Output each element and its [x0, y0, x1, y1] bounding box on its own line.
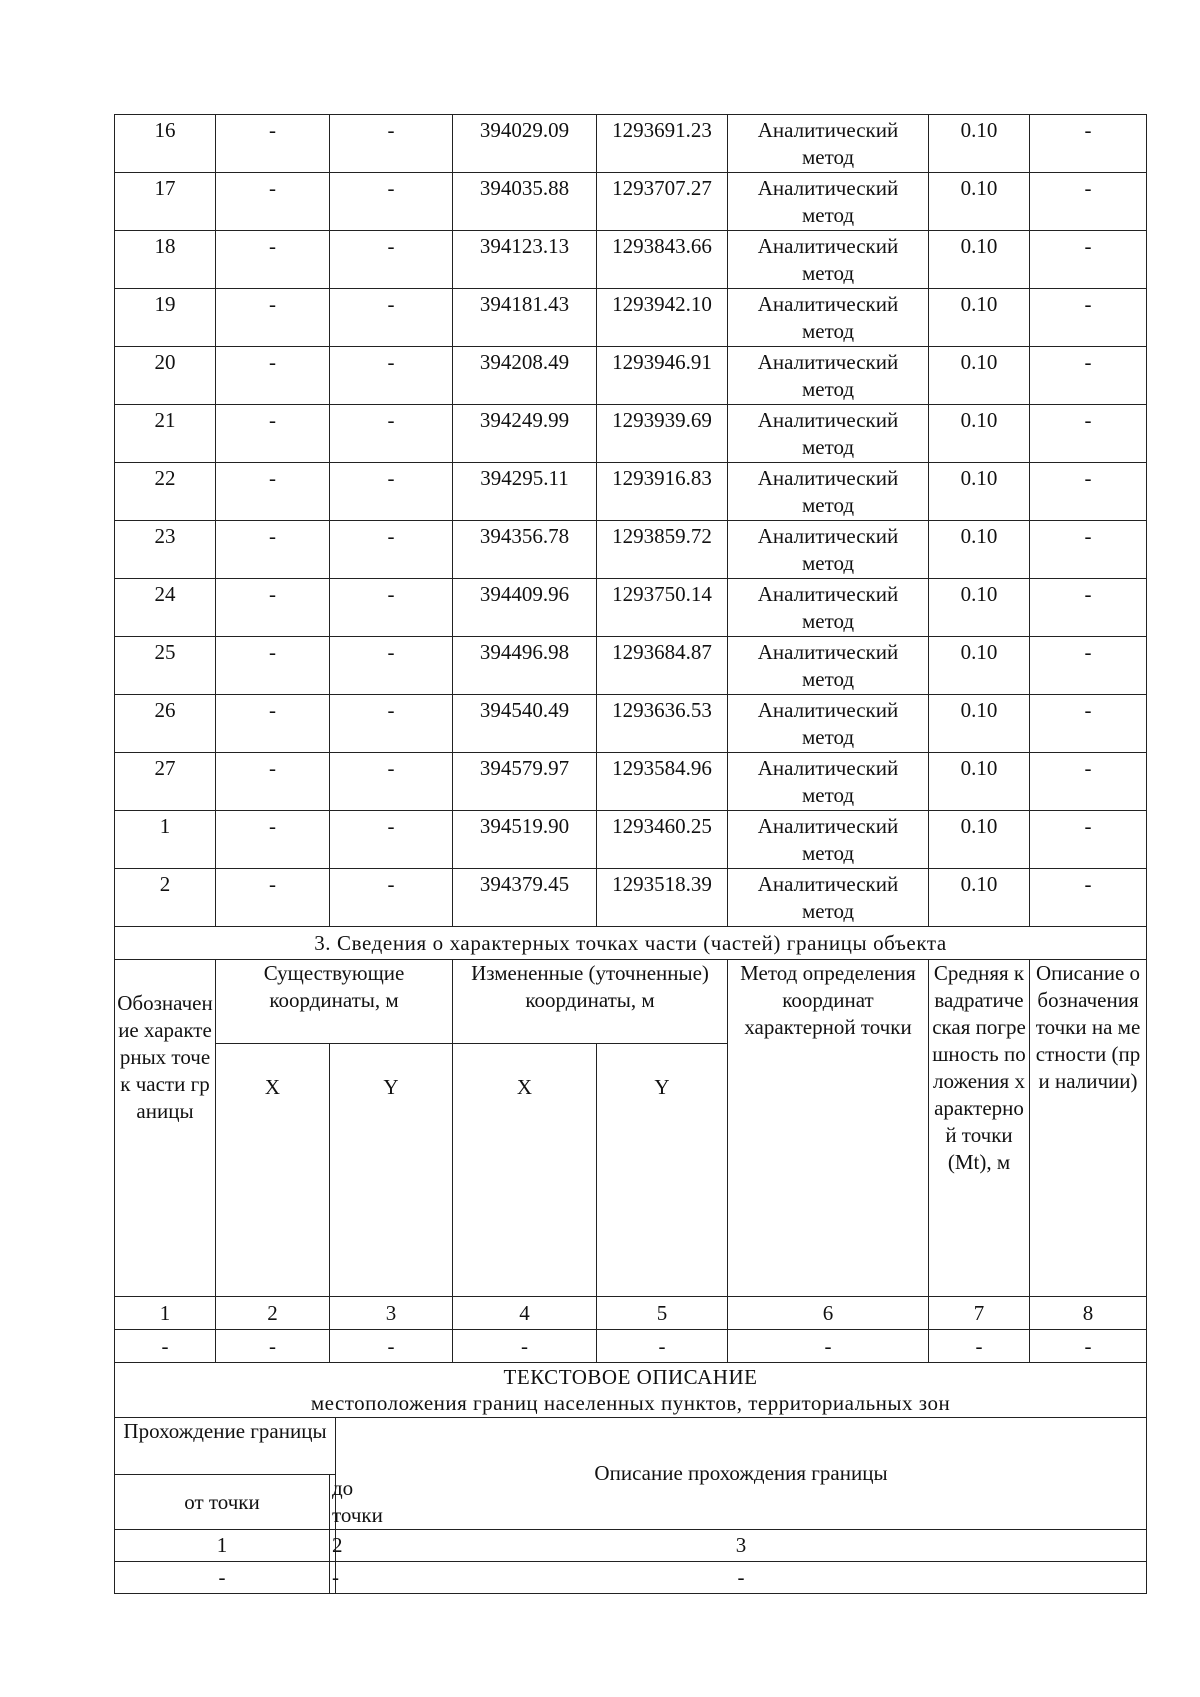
method-cell	[728, 637, 929, 695]
x-coordinate-cell: 394249.99	[453, 405, 597, 463]
passage-number: 2	[330, 1530, 336, 1562]
point-number-cell: 17	[115, 173, 216, 231]
method-cell	[728, 521, 929, 579]
method-cell	[728, 347, 929, 405]
y-coordinate-cell: 1293707.27	[597, 173, 728, 231]
method-line-1: Аналитический	[757, 582, 899, 606]
method-line-1: Аналитический	[757, 466, 899, 490]
from-point-header: от точки	[115, 1475, 330, 1530]
existing-x-cell: -	[216, 405, 330, 463]
method-cell	[728, 463, 929, 521]
method-line-1: Аналитический	[757, 872, 899, 896]
passage-empty-cell: -	[115, 1562, 330, 1594]
x-coordinate-cell: 394379.45	[453, 869, 597, 927]
table-row	[115, 289, 1147, 347]
y-coordinate-cell: 1293684.87	[597, 637, 728, 695]
coordinates-table	[114, 114, 1147, 1594]
existing-y-cell: -	[330, 521, 453, 579]
point-number-cell: 2	[115, 869, 216, 927]
accuracy-cell: 0.10	[929, 869, 1030, 927]
point-number-cell: 16	[115, 115, 216, 173]
y-coordinate-cell: 1293518.39	[597, 869, 728, 927]
passage-number: 3	[336, 1530, 1147, 1562]
existing-x-cell: -	[216, 521, 330, 579]
x-coordinate-cell: 394029.09	[453, 115, 597, 173]
text-description-heading	[115, 1363, 1147, 1418]
description-cell: -	[1030, 637, 1147, 695]
accuracy-cell: 0.10	[929, 521, 1030, 579]
description-cell: -	[1030, 173, 1147, 231]
empty-cell: -	[216, 1330, 330, 1363]
y-coordinate-cell: 1293460.25	[597, 811, 728, 869]
method-cell	[728, 579, 929, 637]
empty-cell: -	[597, 1330, 728, 1363]
table-row	[115, 347, 1147, 405]
x-coordinate-cell: 394035.88	[453, 173, 597, 231]
method-line-1: Аналитический	[757, 640, 899, 664]
method-cell	[728, 115, 929, 173]
method-line-2: метод	[801, 435, 855, 459]
method-line-2: метод	[801, 667, 855, 691]
existing-x-cell: -	[216, 811, 330, 869]
existing-y-cell: -	[330, 753, 453, 811]
method-line-1: Аналитический	[757, 756, 899, 780]
accuracy-cell: 0.10	[929, 579, 1030, 637]
passage-header: Прохождение границы	[115, 1418, 336, 1475]
method-line-2: метод	[801, 377, 855, 401]
passage-number: 1	[115, 1530, 330, 1562]
existing-x-cell: -	[216, 173, 330, 231]
point-number-cell: 24	[115, 579, 216, 637]
method-cell	[728, 231, 929, 289]
point-number-cell: 18	[115, 231, 216, 289]
col-number: 4	[453, 1297, 597, 1330]
method-line-1: Аналитический	[757, 698, 899, 722]
point-number-cell: 19	[115, 289, 216, 347]
col-number: 2	[216, 1297, 330, 1330]
x-coordinate-cell: 394496.98	[453, 637, 597, 695]
passage-empty-cell: -	[336, 1562, 1147, 1594]
description-cell: -	[1030, 869, 1147, 927]
method-line-2: метод	[801, 551, 855, 575]
existing-y-cell: -	[330, 289, 453, 347]
y-coordinate-cell: 1293946.91	[597, 347, 728, 405]
existing-x-cell: -	[216, 579, 330, 637]
description-cell: -	[1030, 695, 1147, 753]
description-cell: -	[1030, 521, 1147, 579]
col-number: 3	[330, 1297, 453, 1330]
description-cell: -	[1030, 811, 1147, 869]
method-line-2: метод	[801, 493, 855, 517]
existing-y-cell: -	[330, 347, 453, 405]
description-cell: -	[1030, 463, 1147, 521]
text-description-title: ТЕКСТОВОЕ ОПИСАНИЕ	[503, 1365, 758, 1389]
point-number-cell: 27	[115, 753, 216, 811]
table-row	[115, 521, 1147, 579]
passage-description-header: Описание прохождения границы	[336, 1418, 1147, 1530]
x-coordinate-cell: 394356.78	[453, 521, 597, 579]
table-row	[115, 579, 1147, 637]
method-line-1: Аналитический	[757, 350, 899, 374]
existing-y-cell: -	[330, 405, 453, 463]
col-method-header: Метод определения координат характерной точки	[728, 960, 929, 1297]
changed-y-header: Y	[597, 1044, 728, 1297]
description-cell: -	[1030, 405, 1147, 463]
table-row	[115, 173, 1147, 231]
method-cell	[728, 753, 929, 811]
accuracy-cell: 0.10	[929, 695, 1030, 753]
existing-y-cell: -	[330, 869, 453, 927]
text-description-subtitle: местоположения границ населенных пунктов, территориальных зон	[310, 1391, 951, 1415]
table-row	[115, 463, 1147, 521]
empty-cell: -	[1030, 1330, 1147, 1363]
y-coordinate-cell: 1293939.69	[597, 405, 728, 463]
col-number: 6	[728, 1297, 929, 1330]
existing-x-header: X	[216, 1044, 330, 1297]
existing-x-cell: -	[216, 115, 330, 173]
method-line-2: метод	[801, 841, 855, 865]
method-line-1: Аналитический	[757, 234, 899, 258]
method-line-1: Аналитический	[757, 408, 899, 432]
x-coordinate-cell: 394181.43	[453, 289, 597, 347]
point-number-cell: 1	[115, 811, 216, 869]
y-coordinate-cell: 1293859.72	[597, 521, 728, 579]
existing-x-cell: -	[216, 753, 330, 811]
existing-x-cell: -	[216, 231, 330, 289]
description-cell: -	[1030, 231, 1147, 289]
point-number-cell: 20	[115, 347, 216, 405]
existing-y-cell: -	[330, 637, 453, 695]
method-line-1: Аналитический	[757, 176, 899, 200]
existing-y-cell: -	[330, 231, 453, 289]
method-line-2: метод	[801, 145, 855, 169]
table-row	[115, 637, 1147, 695]
method-cell	[728, 289, 929, 347]
table-row	[115, 695, 1147, 753]
existing-x-cell: -	[216, 347, 330, 405]
accuracy-cell: 0.10	[929, 463, 1030, 521]
method-line-2: метод	[801, 609, 855, 633]
y-coordinate-cell: 1293691.23	[597, 115, 728, 173]
x-coordinate-cell: 394409.96	[453, 579, 597, 637]
accuracy-cell: 0.10	[929, 115, 1030, 173]
table-row	[115, 231, 1147, 289]
existing-x-cell: -	[216, 869, 330, 927]
existing-y-cell: -	[330, 173, 453, 231]
existing-y-cell: -	[330, 579, 453, 637]
to-point-header: до точки	[330, 1475, 336, 1530]
existing-y-header: Y	[330, 1044, 453, 1297]
y-coordinate-cell: 1293636.53	[597, 695, 728, 753]
point-number-cell: 26	[115, 695, 216, 753]
y-coordinate-cell: 1293843.66	[597, 231, 728, 289]
existing-x-cell: -	[216, 637, 330, 695]
col-existing-header: Существующие координаты, м	[216, 960, 453, 1044]
existing-x-cell: -	[216, 695, 330, 753]
table-row	[115, 405, 1147, 463]
point-number-cell: 25	[115, 637, 216, 695]
x-coordinate-cell: 394519.90	[453, 811, 597, 869]
method-line-2: метод	[801, 319, 855, 343]
method-line-1: Аналитический	[757, 118, 899, 142]
empty-cell: -	[728, 1330, 929, 1363]
col-number: 5	[597, 1297, 728, 1330]
point-number-cell: 23	[115, 521, 216, 579]
y-coordinate-cell: 1293584.96	[597, 753, 728, 811]
accuracy-cell: 0.10	[929, 289, 1030, 347]
method-line-1: Аналитический	[757, 524, 899, 548]
col-number: 8	[1030, 1297, 1147, 1330]
section3-title: 3. Сведения о характерных точках части (частей) границы объекта	[115, 927, 1147, 960]
existing-y-cell: -	[330, 811, 453, 869]
accuracy-cell: 0.10	[929, 811, 1030, 869]
method-cell	[728, 811, 929, 869]
table-row	[115, 753, 1147, 811]
x-coordinate-cell: 394123.13	[453, 231, 597, 289]
table-row	[115, 869, 1147, 927]
accuracy-cell: 0.10	[929, 637, 1030, 695]
method-line-2: метод	[801, 261, 855, 285]
existing-x-cell: -	[216, 289, 330, 347]
col-desc-header: Описание обозначения точки на местности (при наличии)	[1030, 960, 1147, 1297]
empty-cell: -	[453, 1330, 597, 1363]
col-number: 7	[929, 1297, 1030, 1330]
y-coordinate-cell: 1293942.10	[597, 289, 728, 347]
method-line-2: метод	[801, 899, 855, 923]
method-line-1: Аналитический	[757, 814, 899, 838]
existing-y-cell: -	[330, 115, 453, 173]
method-cell	[728, 173, 929, 231]
method-line-1: Аналитический	[757, 292, 899, 316]
accuracy-cell: 0.10	[929, 173, 1030, 231]
table-row	[115, 115, 1147, 173]
changed-x-header: X	[453, 1044, 597, 1297]
method-cell	[728, 405, 929, 463]
point-number-cell: 22	[115, 463, 216, 521]
existing-x-cell: -	[216, 463, 330, 521]
empty-cell: -	[929, 1330, 1030, 1363]
col-number: 1	[115, 1297, 216, 1330]
method-line-2: метод	[801, 783, 855, 807]
x-coordinate-cell: 394579.97	[453, 753, 597, 811]
method-line-2: метод	[801, 203, 855, 227]
accuracy-cell: 0.10	[929, 231, 1030, 289]
empty-cell: -	[330, 1330, 453, 1363]
accuracy-cell: 0.10	[929, 405, 1030, 463]
accuracy-cell: 0.10	[929, 753, 1030, 811]
existing-y-cell: -	[330, 463, 453, 521]
description-cell: -	[1030, 347, 1147, 405]
col-mt-header: Средняя квадратическая погрешность положения характерной точки (Mt), м	[929, 960, 1030, 1297]
existing-y-cell: -	[330, 695, 453, 753]
accuracy-cell: 0.10	[929, 347, 1030, 405]
description-cell: -	[1030, 115, 1147, 173]
x-coordinate-cell: 394295.11	[453, 463, 597, 521]
description-cell: -	[1030, 289, 1147, 347]
col-changed-header: Измененные (уточненные) координаты, м	[453, 960, 728, 1044]
x-coordinate-cell: 394540.49	[453, 695, 597, 753]
method-cell	[728, 869, 929, 927]
y-coordinate-cell: 1293916.83	[597, 463, 728, 521]
empty-cell: -	[115, 1330, 216, 1363]
point-number-cell: 21	[115, 405, 216, 463]
description-cell: -	[1030, 579, 1147, 637]
method-cell	[728, 695, 929, 753]
method-line-2: метод	[801, 725, 855, 749]
table-row	[115, 811, 1147, 869]
x-coordinate-cell: 394208.49	[453, 347, 597, 405]
y-coordinate-cell: 1293750.14	[597, 579, 728, 637]
description-cell: -	[1030, 753, 1147, 811]
col-point-header: Обозначение характерных точек части границы	[115, 960, 216, 1297]
passage-empty-cell: -	[330, 1562, 336, 1594]
